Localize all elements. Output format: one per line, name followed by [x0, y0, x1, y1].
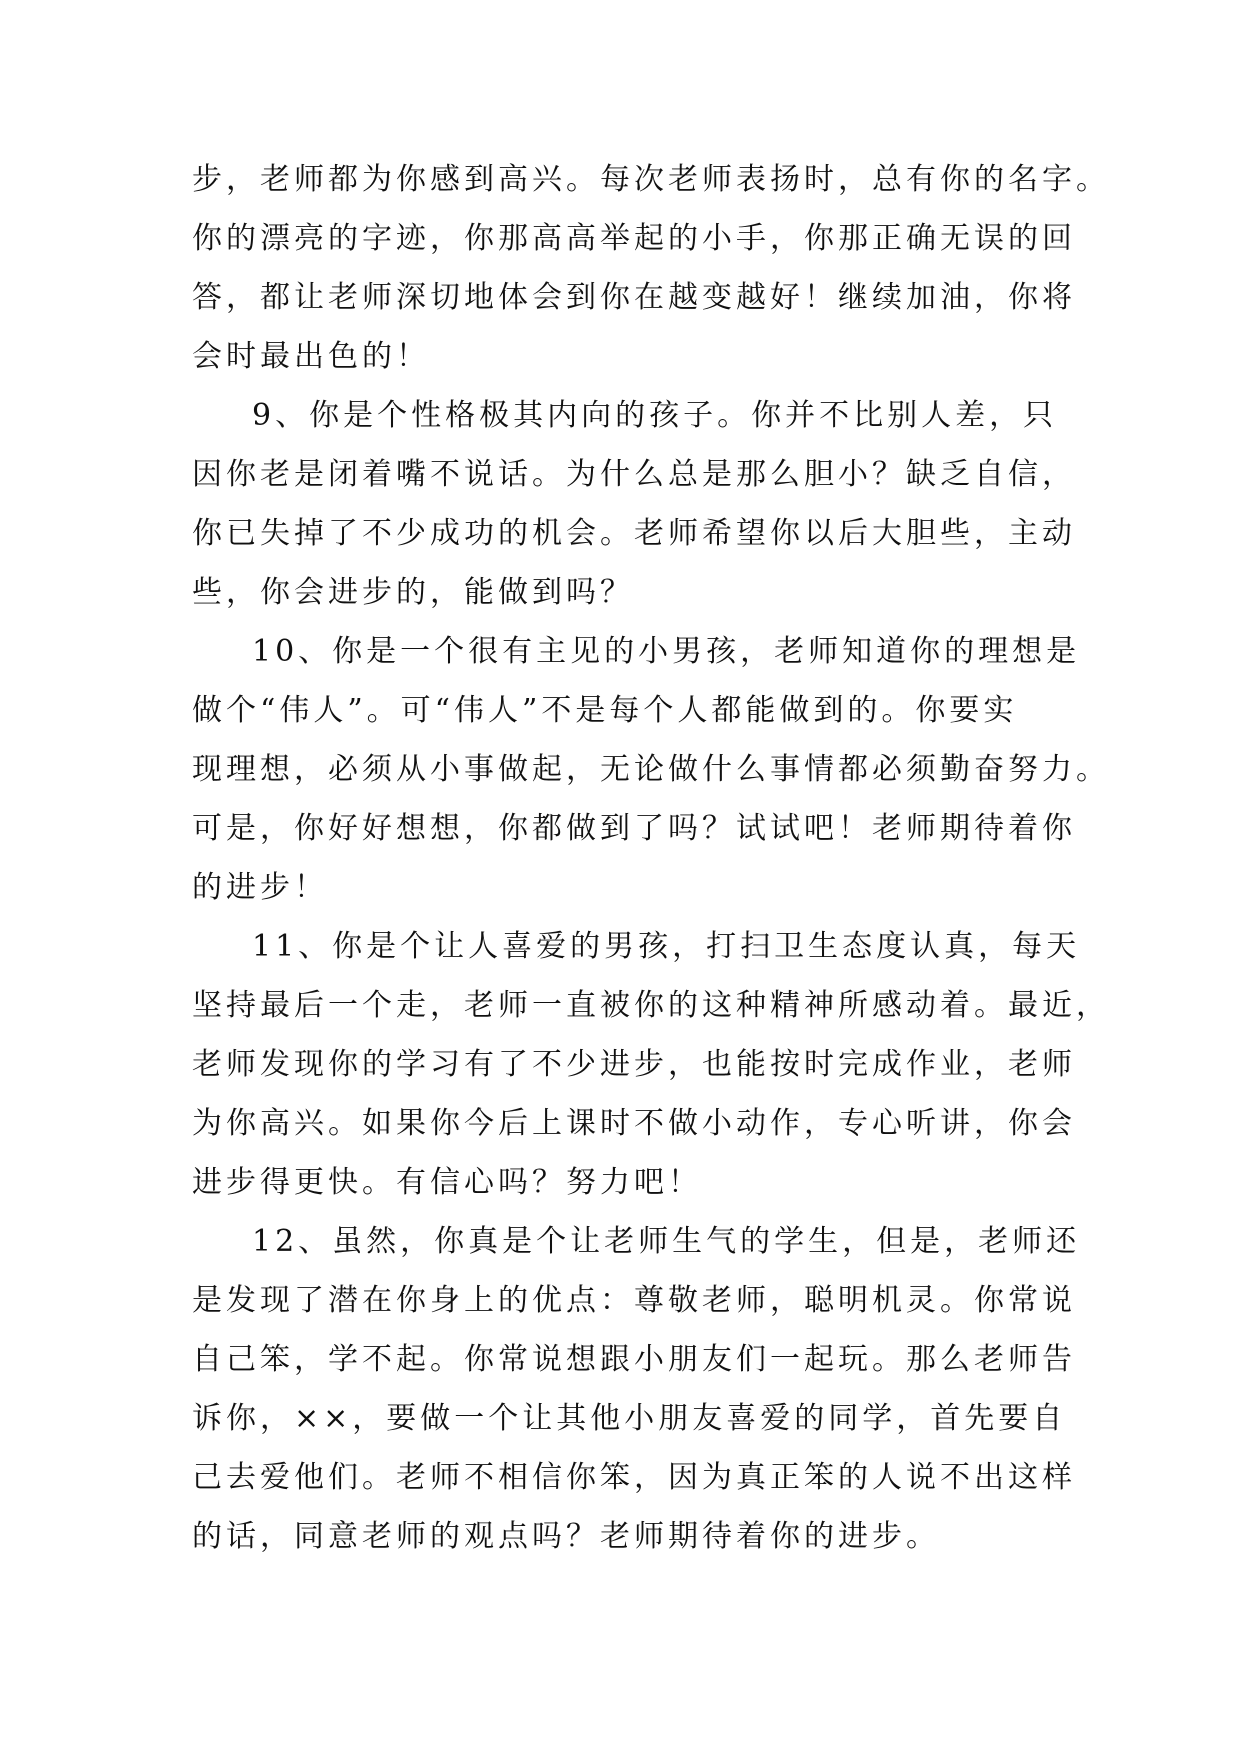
text-line: 为你高兴。如果你今后上课时不做小动作，专心听讲，你会 [192, 1106, 1076, 1141]
text-line: 己去爱他们。老师不相信你笨，因为真正笨的人说不出这样 [192, 1460, 1076, 1495]
text-line: 10、你是一个很有主见的小男孩，老师知道你的理想是 [252, 634, 1081, 669]
text-line: 12、虽然，你真是个让老师生气的学生，但是，老师还 [252, 1224, 1081, 1259]
text-line: 老师发现你的学习有了不少进步，也能按时完成作业，老师 [192, 1047, 1076, 1082]
paragraph-continuation [192, 150, 1110, 386]
text-line: 9、你是个性格极其内向的孩子。你并不比别人差，只 [252, 398, 1058, 433]
text-line: 自己笨，学不起。你常说想跟小朋友们一起玩。那么老师告 [192, 1342, 1076, 1377]
paragraph-item-10 [192, 622, 1110, 917]
paragraph-item-11 [192, 917, 1110, 1212]
text-line: 坚持最后一个走，老师一直被你的这种精神所感动着。最近， [192, 988, 1110, 1023]
text-line: 的进步！ [192, 870, 328, 905]
text-line: 步，老师都为你感到高兴。每次老师表扬时，总有你的名字。 [192, 162, 1110, 197]
text-line: 因你老是闭着嘴不说话。为什么总是那么胆小？缺乏自信， [192, 457, 1076, 492]
text-line: 11、你是个让人喜爱的男孩，打扫卫生态度认真，每天 [252, 929, 1081, 964]
text-line: 是发现了潜在你身上的优点：尊敬老师，聪明机灵。你常说 [192, 1283, 1076, 1318]
text-line: 的话，同意老师的观点吗？老师期待着你的进步。 [192, 1519, 940, 1554]
paragraph-item-12 [192, 1212, 1081, 1566]
text-line: 你已失掉了不少成功的机会。老师希望你以后大胆些，主动 [192, 516, 1076, 551]
document-page [192, 150, 1110, 1566]
text-line: 可是，你好好想想，你都做到了吗？试试吧！老师期待着你 [192, 811, 1076, 846]
text-line: 你的漂亮的字迹，你那高高举起的小手，你那正确无误的回 [192, 221, 1076, 256]
text-line: 些，你会进步的，能做到吗？ [192, 575, 634, 610]
text-line: 现理想，必须从小事做起，无论做什么事情都必须勤奋努力。 [192, 752, 1110, 787]
text-line: 做个“伟人”。可“伟人”不是每个人都能做到的。你要实 [192, 693, 1018, 728]
text-line: 答，都让老师深切地体会到你在越变越好！继续加油，你将 [192, 280, 1076, 315]
paragraph-item-9 [192, 386, 1076, 622]
text-line: 诉你，××，要做一个让其他小朋友喜爱的同学，首先要自 [192, 1401, 1067, 1436]
text-line: 会时最出色的！ [192, 339, 430, 374]
text-line: 进步得更快。有信心吗？努力吧！ [192, 1165, 702, 1200]
